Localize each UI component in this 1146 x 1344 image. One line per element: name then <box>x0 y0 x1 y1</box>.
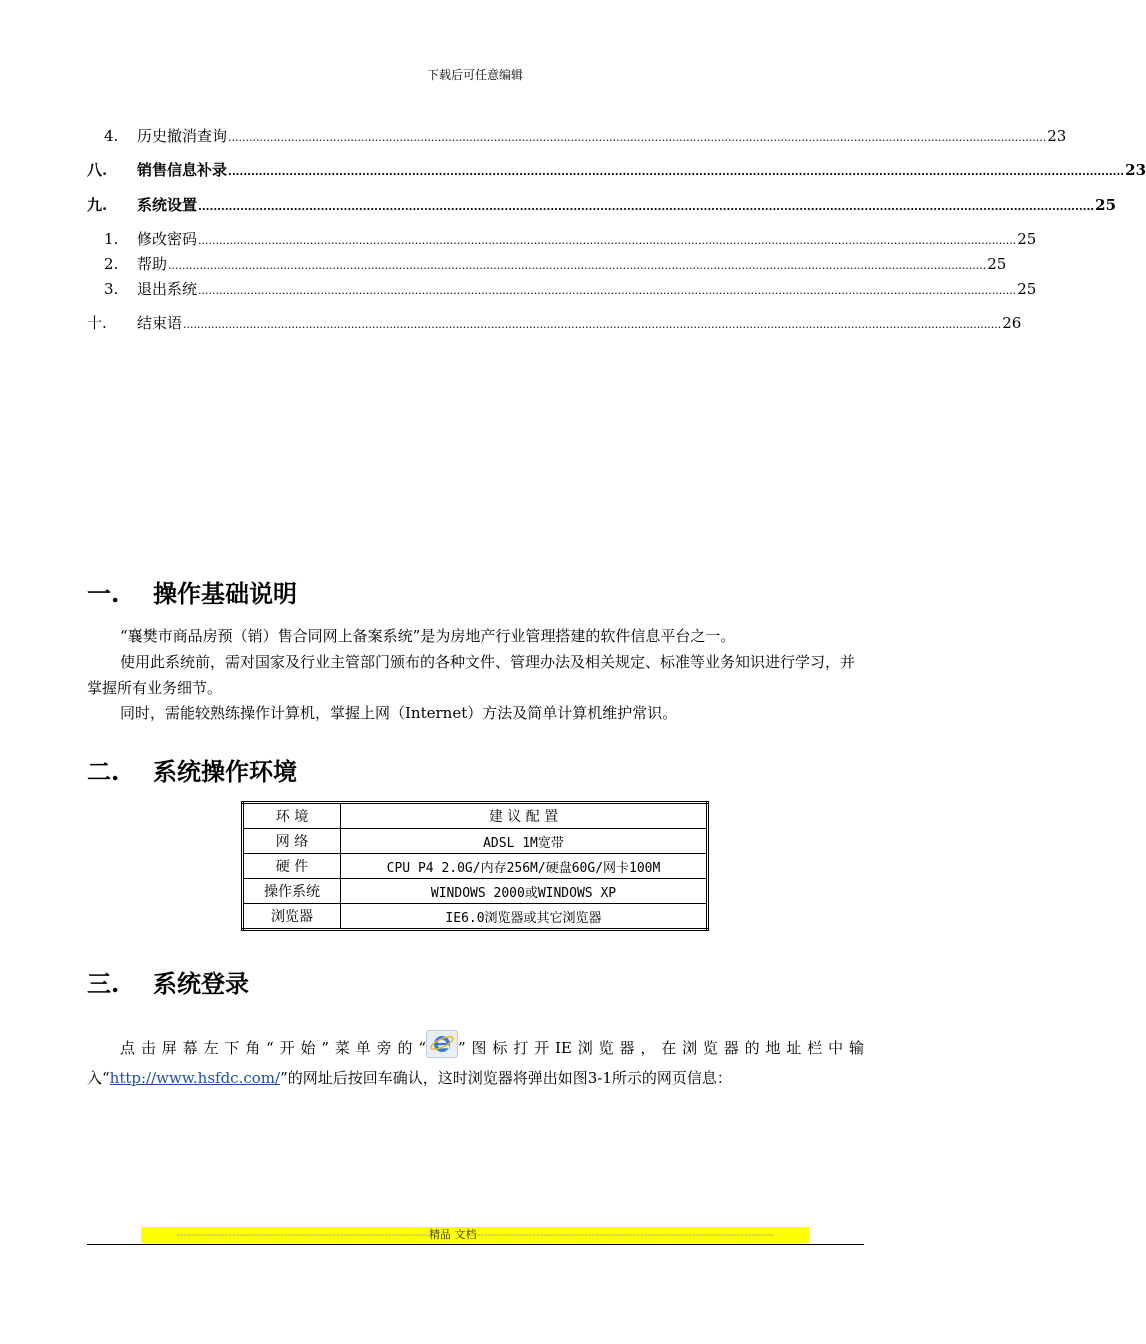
toc-number: 4. <box>104 127 119 145</box>
paragraph: “襄樊市商品房预（销）售合同网上备案系统”是为房地产行业管理搭建的软件信息平台之一。 <box>120 627 736 645</box>
toc-page: 25 <box>1017 230 1037 248</box>
table-row <box>243 829 708 854</box>
toc-leader: .......................................................................................................................................................................................................................................... <box>198 284 1017 297</box>
paragraph <box>87 1030 864 1093</box>
section-heading <box>87 964 249 999</box>
toc-number: 十. <box>87 314 107 332</box>
footer-banner <box>141 1227 809 1243</box>
toc-page: 25 <box>987 255 1007 273</box>
section-heading <box>87 752 297 787</box>
toc-number: 1. <box>104 230 119 248</box>
table-header-row <box>243 803 708 829</box>
toc-title: 历史撤消查询 <box>137 127 228 145</box>
toc-page: 23 <box>1125 161 1146 179</box>
footer-divider <box>87 1244 864 1245</box>
footer-right-dashes: -------------------------------------------------------------------------------- <box>476 1228 774 1241</box>
table-cell: 网 络 <box>243 829 341 854</box>
toc-title: 退出系统 <box>137 280 198 298</box>
section-number: 二. <box>87 757 120 786</box>
table-cell: 操作系统 <box>243 879 341 904</box>
section-title: 系统操作环境 <box>153 757 297 786</box>
section-heading <box>87 574 297 609</box>
table-header-cell: 环 境 <box>243 803 341 829</box>
toc-title: 修改密码 <box>137 230 198 248</box>
toc-page: 25 <box>1017 280 1037 298</box>
text-run: 点击屏幕左下角“开始”菜单旁的“ <box>120 1039 426 1057</box>
toc-page: 23 <box>1047 127 1067 145</box>
toc-entry[interactable] <box>87 125 1067 147</box>
table-cell: 硬 件 <box>243 854 341 879</box>
toc-number: 2. <box>104 255 119 273</box>
page-header-note: 下载后可任意编辑 <box>426 68 523 82</box>
table-header-cell: 建 议 配 置 <box>341 803 708 829</box>
toc-leader: .......................................................................................................................................................................................................................................... <box>228 131 1047 144</box>
table-cell: IE6.0浏览器或其它浏览器 <box>341 904 708 930</box>
section-number: 三. <box>87 969 120 998</box>
footer-label: 精品 文档 <box>428 1228 477 1241</box>
text-run: ”图标打开IE浏览器，在浏览器的地址栏中输入“ <box>87 1039 864 1087</box>
toc-title: 结束语 <box>137 314 183 332</box>
table-cell: 浏览器 <box>243 904 341 930</box>
toc-title: 系统设置 <box>137 196 198 214</box>
toc-entry[interactable] <box>87 312 1022 334</box>
toc-entry[interactable] <box>87 228 1037 250</box>
website-link[interactable]: http://www.hsfdc.com/ <box>109 1069 281 1087</box>
paragraph: 同时，需能较熟练操作计算机，掌握上网（Internet）方法及简单计算机维护常识。 <box>120 704 678 722</box>
toc-leader: .......................................................................................................................................................................................................................................... <box>198 200 1095 213</box>
toc-leader: .......................................................................................................................................................................................................................................... <box>168 259 987 272</box>
table-row <box>243 904 708 930</box>
toc-number: 九. <box>87 196 108 214</box>
section-title: 操作基础说明 <box>153 579 297 608</box>
toc-leader: .......................................................................................................................................................................................................................................... <box>198 234 1017 247</box>
text-run: ”的网址后按回车确认，这时浏览器将弹出如图3-1所示的网页信息： <box>280 1069 732 1087</box>
toc-title: 销售信息补录 <box>137 161 228 179</box>
table-cell: CPU P4 2.0G/内存256M/硬盘60G/网卡100M <box>341 854 708 879</box>
table-cell: WINDOWS 2000或WINDOWS XP <box>341 879 708 904</box>
toc-entry[interactable] <box>87 194 1117 216</box>
table-row <box>243 879 708 904</box>
paragraph: 使用此系统前，需对国家及行业主管部门颁布的各种文件、管理办法及相关规定、标准等业务知识进行学习，并掌握所有业务细节。 <box>87 653 856 697</box>
table-cell: ADSL 1M宽带 <box>341 829 708 854</box>
ie-browser-icon <box>426 1030 458 1058</box>
footer-left-dashes: -------------------------------------------------------------------- <box>176 1228 429 1241</box>
table-row <box>243 854 708 879</box>
toc-entry[interactable] <box>87 159 1146 181</box>
toc-entry[interactable] <box>87 253 1007 275</box>
toc-leader: .......................................................................................................................................................................................................................................... <box>183 318 1002 331</box>
toc-title: 帮助 <box>137 255 168 273</box>
toc-page: 25 <box>1095 196 1117 214</box>
toc-number: 八. <box>87 161 108 179</box>
toc-number: 3. <box>104 280 119 298</box>
toc-leader: .......................................................................................................................................................................................................................................... <box>228 165 1125 178</box>
section-number: 一. <box>87 579 120 608</box>
toc-page: 26 <box>1002 314 1022 332</box>
section-title: 系统登录 <box>153 969 249 998</box>
environment-table <box>241 801 709 931</box>
toc-entry[interactable] <box>87 278 1037 300</box>
